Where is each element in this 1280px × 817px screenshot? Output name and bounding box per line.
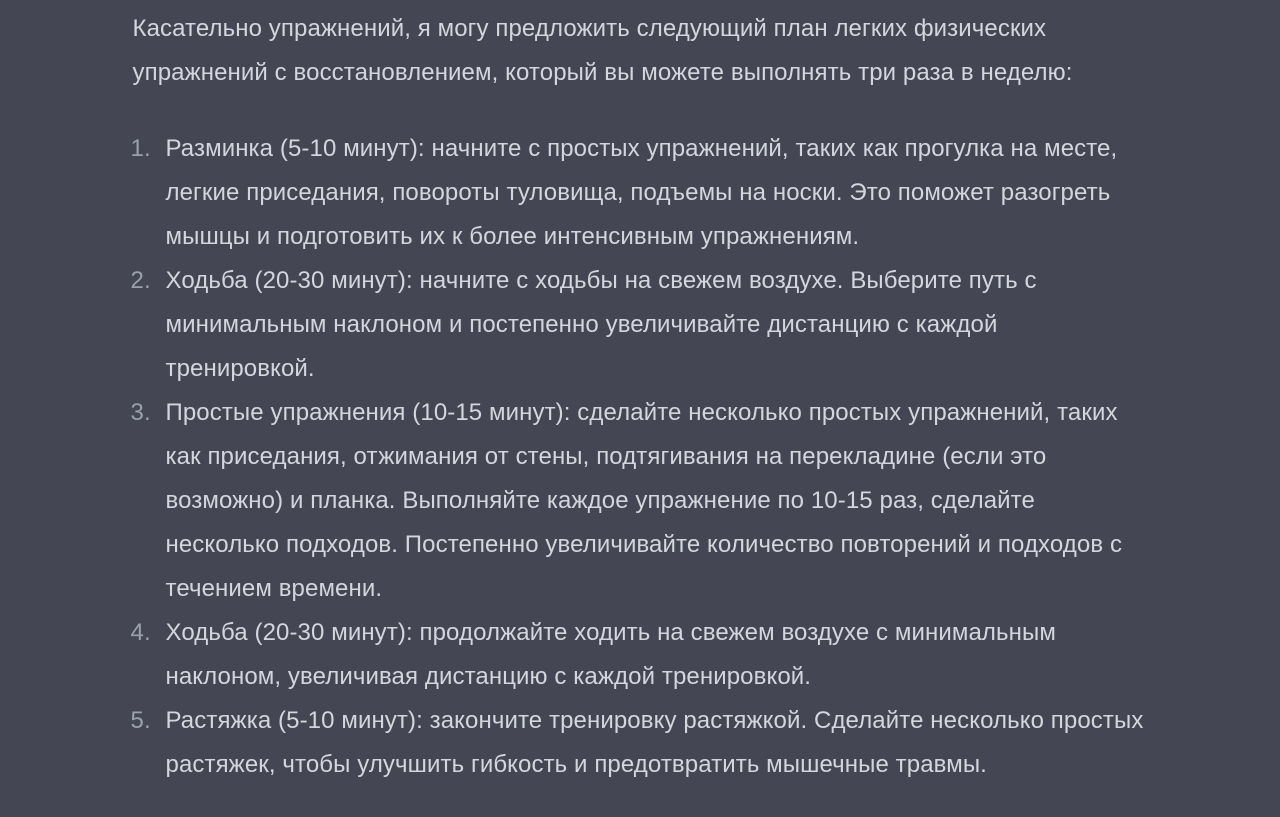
list-item-text: Растяжка (5-10 минут): закончите тренировку растяжкой. Сделайте несколько простых растяжек, чтобы улучшить гибкость и предотвратить мышечные травмы. bbox=[165, 707, 1144, 778]
list-item-text: Разминка (5-10 минут): начните с простых упражнений, таких как прогулка на месте, легкие приседания, повороты туловища, подъемы на носки. Это поможет разогреть мышцы и подготовить их к более интенсивным упражнениям. bbox=[165, 135, 1118, 250]
list-item-text: Ходьба (20-30 минут): начните с ходьбы на свежем воздухе. Выберите путь с минимальным наклоном и постепенно увеличивайте дистанцию с каждой тренировкой. bbox=[165, 267, 1037, 382]
list-item-text: Ходьба (20-30 минут): продолжайте ходить на свежем воздухе с минимальным наклоном, увеличивая дистанцию с каждой тренировкой. bbox=[165, 619, 1056, 690]
list-item-number: 5. bbox=[130, 707, 151, 734]
list-item-number: 1. bbox=[130, 135, 151, 162]
list-item bbox=[130, 611, 1148, 699]
assistant-message-intro: Касательно упражнений, я могу предложить следующий план легких физических упражнений с восстановлением, который вы можете выполнять три раза в неделю: bbox=[132, 15, 1073, 86]
assistant-message bbox=[130, 0, 1148, 787]
list-item-number: 4. bbox=[130, 619, 151, 646]
list-item bbox=[130, 699, 1148, 787]
list-item bbox=[130, 259, 1148, 391]
list-item-number: 3. bbox=[130, 399, 151, 426]
exercise-plan-list bbox=[130, 127, 1148, 787]
list-item-number: 2. bbox=[130, 267, 151, 294]
list-item bbox=[130, 391, 1148, 611]
list-item-text: Простые упражнения (10-15 минут): сделайте несколько простых упражнений, таких как приседания, отжимания от стены, подтягивания на перекладине (если это возможно) и планка. Выполняйте каждое упражнение по 10-15 раз, сделайте несколько подходов. Постепенно увеличивайте количество повторений и подходов с течением времени. bbox=[165, 399, 1123, 602]
list-item bbox=[130, 127, 1148, 259]
